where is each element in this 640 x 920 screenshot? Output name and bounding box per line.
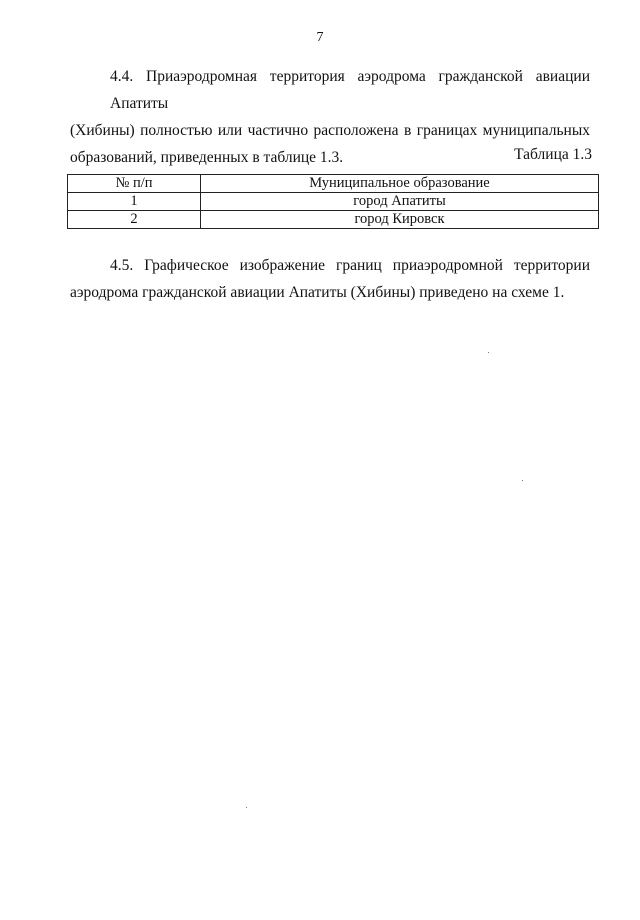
municipalities-table [67, 174, 599, 229]
paragraph-line: 4.5. Графическое изображение границ приаэродромной территории [110, 257, 590, 274]
table-header-row [68, 175, 599, 193]
scan-speck [522, 480, 523, 481]
column-header-number: № п/п [68, 175, 201, 193]
table-caption: Таблица 1.3 [514, 146, 592, 163]
paragraph-line: 4.4. Приаэродромная территория аэродрома гражданской авиации Апатиты [110, 68, 590, 112]
table-row [68, 211, 599, 229]
column-header-municipality: Муниципальное образование [201, 175, 599, 193]
page-number: 7 [316, 30, 324, 45]
paragraph-line: аэродрома гражданской авиации Апатиты (Хибины) приведено на схеме 1. [70, 284, 565, 301]
table-row [68, 193, 599, 211]
table-cell-municipality: город Кировск [201, 211, 599, 229]
table-cell-municipality: город Апатиты [201, 193, 599, 211]
scan-speck [488, 352, 489, 353]
table-cell-number: 1 [68, 193, 201, 211]
paragraph-line: образований, приведенных в таблице 1.3. [70, 149, 344, 166]
paragraph-4-5 [70, 252, 590, 306]
table-cell-number: 2 [68, 211, 201, 229]
paragraph-line: (Хибины) полностью или частично расположена в границах муниципальных [70, 122, 590, 139]
scan-speck [246, 807, 247, 808]
